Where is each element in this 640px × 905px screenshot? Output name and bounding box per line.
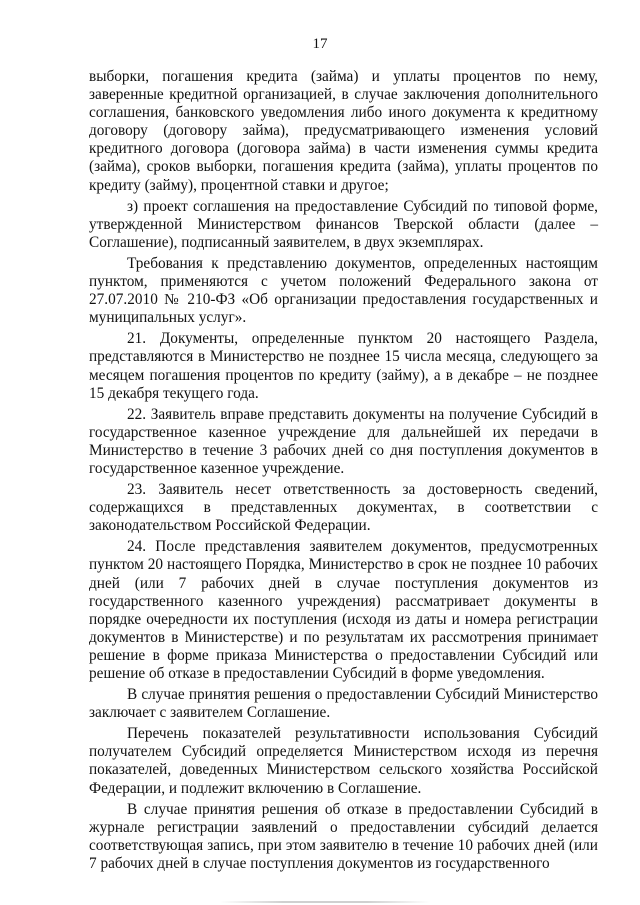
document-body bbox=[89, 68, 598, 876]
paragraph-continuation: выборки, погашения кредита (займа) и уплаты процентов по нему, заверенные кредитной организацией, в случае заключения дополнительного соглашения, банковского уведомления либо иного документа к кредитному договору (договору займа), предусматривающего изменения условий кредитного договора (договора займа) в части изменения суммы кредита (займа), сроков выборки, погашения кредита (займа), уплаты процентов по кредиту (займу), процентной ставки и другое; bbox=[89, 68, 598, 194]
paragraph-item-z: з) проект соглашения на предоставление Субсидий по типовой форме, утвержденной Министерством финансов Тверской области (далее – Соглашение), подписанный заявителем, в двух экземплярах. bbox=[89, 197, 598, 251]
paragraph-22: 22. Заявитель вправе представить документы на получение Субсидий в государственное казенное учреждение для дальнейшей их передачи в Министерство в течение 3 рабочих дней со дня поступления документов в государственное казенное учреждение. bbox=[89, 405, 598, 477]
paragraph-indicators: Перечень показателей результативности использования Субсидий получателем Субсидий определяется Министерством исходя из перечня показателей, доведенных Министерством сельского хозяйства Российской Федерации, и подлежит включению в Соглашение. bbox=[89, 725, 598, 797]
scan-edge-mark bbox=[220, 901, 430, 903]
page-number: 17 bbox=[312, 36, 328, 52]
paragraph-23: 23. Заявитель несет ответственность за достоверность сведений, содержащихся в представленных документах, в соответствии с законодательством Российской Федерации. bbox=[89, 481, 598, 535]
paragraph-21: 21. Документы, определенные пунктом 20 настоящего Раздела, представляются в Министерство не позднее 15 числа месяца, следующего за месяцем погашения процентов по кредиту (займу), а в декабре – не позднее 15 декабря текущего года. bbox=[89, 330, 598, 402]
paragraph-requirements: Требования к представлению документов, определенных настоящим пунктом, применяются с учетом положений Федерального закона от 27.07.2010 № 210-ФЗ «Об организации предоставления государственных и муниципальных услуг». bbox=[89, 254, 598, 327]
paragraph-24: 24. После представления заявителем документов, предусмотренных пунктом 20 настоящего Порядка, Министерство в срок не позднее 10 рабочих дней (или 7 рабочих дней в случае поступления документов из государственного казенного учреждения) рассматривает документы в порядке очередности их поступления (исходя из даты и номера регистрации документов в Министерстве) и по результатам их рассмотрения принимает решение в форме приказа Министерства о предоставлении Субсидий или решение об отказе в предоставлении Субсидий в форме уведомления. bbox=[89, 538, 598, 682]
paragraph-agreement: В случае принятия решения о предоставлении Субсидий Министерство заключает с заявителем Соглашение. bbox=[89, 686, 598, 722]
paragraph-refusal: В случае принятия решения об отказе в предоставлении Субсидий в журнале регистрации заявлений о предоставлении субсидий делается соответствующая запись, при этом заявителю в течение 10 рабочих дней (или 7 рабочих дней в случае поступления документов из государственного bbox=[89, 800, 598, 872]
